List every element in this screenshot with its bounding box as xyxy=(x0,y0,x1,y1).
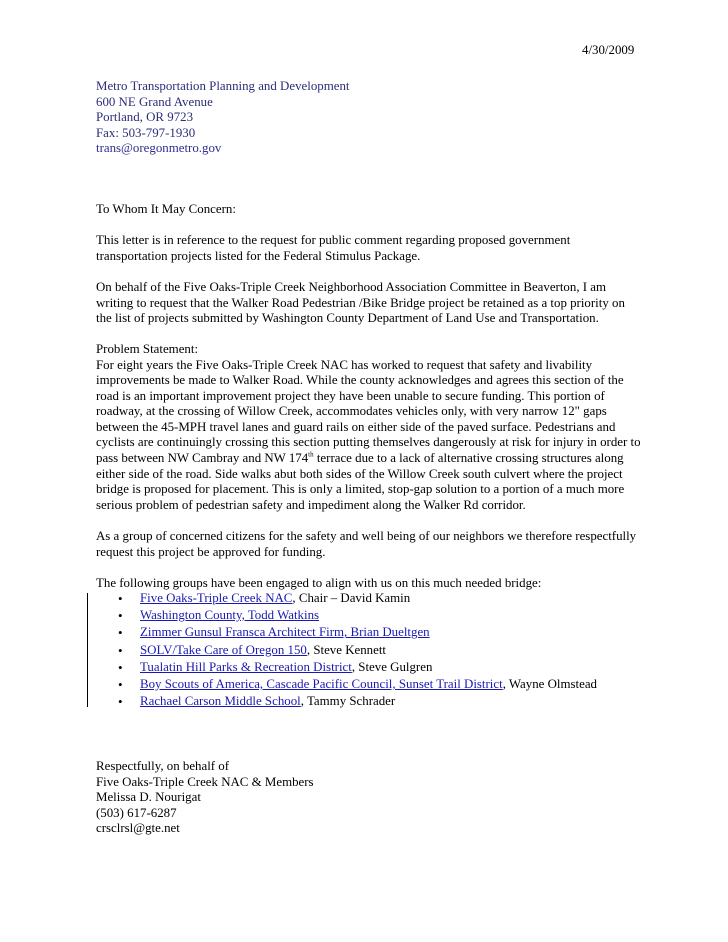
group-link[interactable]: Zimmer Gunsul Fransca Architect Firm, Brian Dueltgen xyxy=(140,625,430,640)
problem-line: roadway, at the crossing of Willow Creek, accommodates vehicles only, with very narrow 12" gaps xyxy=(96,404,607,418)
bullet-icon: • xyxy=(118,625,123,641)
problem-line: pass between NW Cambray and NW 174th terrace due to a lack of alternative crossing structures along xyxy=(96,450,624,465)
group-link[interactable]: Washington County, Todd Watkins xyxy=(140,608,320,623)
salutation: To Whom It May Concern: xyxy=(96,202,236,216)
recipient-line: 600 NE Grand Avenue xyxy=(96,95,213,109)
closing-line: Respectfully, on behalf of xyxy=(96,759,230,773)
group-contact: , Tammy Schrader xyxy=(300,694,396,709)
signer-phone: (503) 617-6287 xyxy=(96,806,177,820)
problem-line: bridge is proposed for placement. This is only a limited, stop-gap solution to a portion of a much more xyxy=(96,482,625,496)
bullet-icon: • xyxy=(118,677,123,693)
recipient-email: trans@oregonmetro.gov xyxy=(96,141,222,155)
problem-line: between the 45-MPH travel lanes and guard rails on either side of the paved surface. Pedestrians and xyxy=(96,420,616,434)
groups-intro: The following groups have been engaged to align with us on this much needed bridge: xyxy=(96,576,542,590)
problem-heading: Problem Statement: xyxy=(96,342,199,356)
para1-line: transportation projects listed for the Federal Stimulus Package. xyxy=(96,249,421,263)
group-link[interactable]: Five Oaks-Triple Creek NAC xyxy=(140,591,293,605)
groups-list xyxy=(96,590,597,710)
group-link[interactable]: Boy Scouts of America, Cascade Pacific Council, Sunset Trail District xyxy=(140,677,503,692)
para2-line: On behalf of the Five Oaks-Triple Creek Neighborhood Association Committee in Beaverton, I am xyxy=(96,280,607,294)
signer-name: Melissa D. Nourigat xyxy=(96,790,201,804)
group-contact: , Wayne Olmstead xyxy=(502,677,597,692)
list-item xyxy=(96,590,597,607)
problem-line: either side of the road. Side walks abut both sides of the Willow Creek south culvert where the project xyxy=(96,467,623,481)
signer-email: crsclrsl@gte.net xyxy=(96,821,180,835)
para1-line: This letter is in reference to the request for public comment regarding proposed government xyxy=(96,233,571,247)
closing-line: Five Oaks-Triple Creek NAC & Members xyxy=(96,775,314,789)
bullet-icon: • xyxy=(118,694,123,710)
group-contact: , Steve Kennett xyxy=(306,642,387,657)
revision-change-bar xyxy=(87,593,88,707)
para2-line: writing to request that the Walker Road Pedestrian /Bike Bridge project be retained as a top priority on xyxy=(96,296,625,310)
group-link[interactable]: Tualatin Hill Parks & Recreation District xyxy=(140,659,352,674)
group-contact: , Steve Gulgren xyxy=(351,659,433,674)
group-link[interactable]: SOLV/Take Care of Oregon 150 xyxy=(140,642,307,657)
problem-line: improvements be made to Walker Road. While the county acknowledges and agrees this section of the xyxy=(96,373,624,387)
group-contact: , Chair – David Kamin xyxy=(292,591,411,605)
problem-line: road is an important improvement project they have been unable to secure funding. This portion of xyxy=(96,389,605,403)
recipient-line: Fax: 503-797-1930 xyxy=(96,126,196,140)
list-item xyxy=(96,642,597,659)
bullet-icon: • xyxy=(118,659,123,675)
recipient-line: Metro Transportation Planning and Development xyxy=(96,79,350,93)
letter-date: 4/30/2009 xyxy=(582,43,635,57)
problem-line: For eight years the Five Oaks-Triple Creek NAC has worked to request that safety and livability xyxy=(96,358,593,372)
group-link[interactable]: Rachael Carson Middle School xyxy=(140,694,301,709)
bullet-icon: • xyxy=(118,591,123,606)
bullet-icon: • xyxy=(118,642,123,658)
list-item xyxy=(96,659,597,676)
list-item xyxy=(96,693,597,710)
bullet-icon: • xyxy=(118,608,123,624)
list-item xyxy=(96,607,597,624)
list-item xyxy=(96,624,597,641)
para4-line: request this project be approved for funding. xyxy=(96,545,326,559)
recipient-line: Portland, OR 9723 xyxy=(96,110,194,124)
para2-line: the list of projects submitted by Washington County Department of Land Use and Transportation. xyxy=(96,311,599,325)
problem-line: cyclists are continuingly crossing this section putting themselves dangerously at risk for injury in order to xyxy=(96,435,641,449)
para4-line: As a group of concerned citizens for the safety and well being of our neighbors we therefore respectfully xyxy=(96,529,637,543)
ordinal-suffix: th xyxy=(308,450,314,459)
list-item xyxy=(96,676,597,693)
problem-line: serious problem of pedestrian safety and impediment along the Walker Rd corridor. xyxy=(96,498,526,512)
